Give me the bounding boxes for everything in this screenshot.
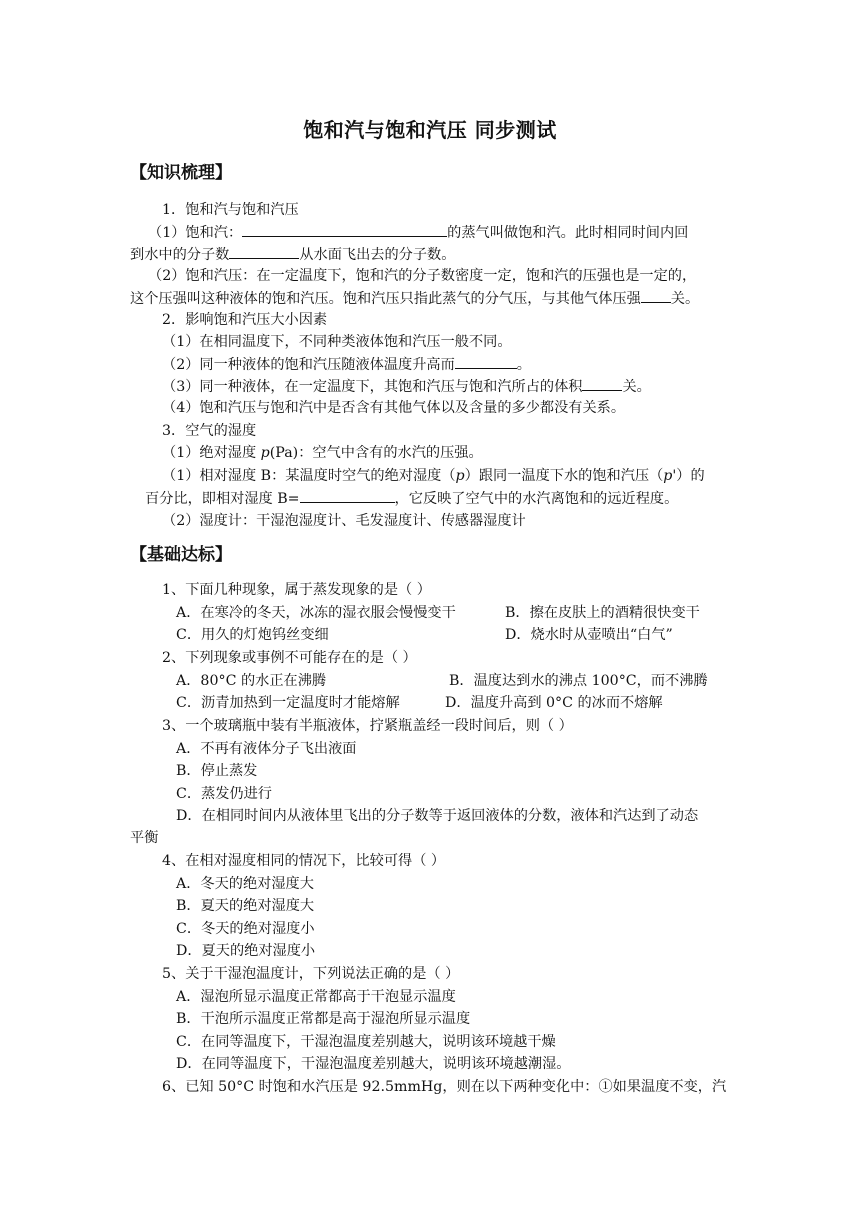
question-5-option-a: A．湿泡所显示温度正常都高于干泡显示温度 [176,989,456,1005]
knowledge-line [162,376,651,397]
question-1-option-c: C．用久的灯炮钨丝变细 [176,627,329,643]
text-segment: p' [663,468,677,484]
question-1-option-b: B．擦在皮肤上的酒精很快变干 [505,605,700,621]
question-6: 6、已知 50°C 时饱和水汽压是 92.5mmHg，则在以下两种变化中：①如果温度不变，汽 [162,1079,727,1095]
text-segment: (Pa)：空气中含有的水汽的压强。 [269,445,483,461]
text-segment: ）的 [676,468,705,484]
question-3-option-a: A．不再有液体分子飞出液面 [176,741,357,757]
knowledge-line: （2）饱和汽压：在一定温度下，饱和汽的分子数密度一定，饱和汽的压强也是一定的， [148,268,697,284]
text-segment: 。 [516,357,531,373]
text-segment: 百分比，即相对湿度 B= [145,491,300,507]
question-1-option-a: A．在寒冷的冬天，冰冻的湿衣服会慢慢变干 [176,605,456,621]
fill-blank [582,376,622,391]
text-segment: 这个压强叫这种液体的饱和汽压。饱和汽压只指此蒸气的分气压，与其他气体压强 [130,291,641,307]
question-3-option-c: C．蒸发仍进行 [176,786,272,802]
question-4-option-b: B．夏天的绝对湿度大 [176,898,315,914]
fill-blank [242,222,447,237]
question-4-option-d: D．夏天的绝对湿度小 [176,943,316,959]
text-segment: 关。 [622,379,651,395]
knowledge-line: （2）湿度计：干湿泡湿度计、毛发湿度计、传感器湿度计 [162,513,526,529]
text-segment: 的蒸气叫做饱和汽。此时相同时间内回 [447,225,689,241]
fill-blank [229,244,299,259]
section-heading-basic: 【基础达标】 [130,545,232,565]
question-5-option-c: C．在同等温度下，干湿泡温度差别越大，说明该环境越干燥 [176,1034,556,1050]
question-5: 5、关于干湿泡温度计，下列说法正确的是（ ） [162,966,460,982]
question-3-option-d: D．在相同时间内从液体里飞出的分子数等于返回液体的分数，液体和汽达到了动态 [176,808,699,824]
text-segment: ，它反映了空气中的水汽离饱和的远近程度。 [394,491,679,507]
text-segment: （1）相对湿度 B：某温度时空气的绝对湿度（ [162,468,456,484]
knowledge-line: （4）饱和汽压与饱和汽中是否含有其他气体以及含量的多少都没有关系。 [162,400,626,416]
fill-blank [641,288,671,303]
fill-blank [300,488,395,503]
question-2-option-b: B．温度达到水的沸点 100°C，而不沸腾 [449,673,708,689]
question-3-option-d-continued: 平衡 [130,830,159,846]
knowledge-line: 1．饱和汽与饱和汽压 [162,202,299,218]
text-segment: （1）饱和汽： [148,225,243,241]
knowledge-line [130,244,455,265]
text-segment: 从水面飞出去的分子数。 [299,247,456,263]
question-1-option-d: D．烧水时从壶喷出“白气” [505,627,673,643]
text-segment: （3）同一种液体，在一定温度下，其饱和汽压与饱和汽所占的体积 [162,379,583,395]
knowledge-line [130,288,699,309]
question-5-option-b: B．干泡所示温度正常都是高于湿泡所显示温度 [176,1011,471,1027]
knowledge-line [145,488,678,509]
knowledge-line [162,443,483,463]
knowledge-line: （1）在相同温度下，不同种类液体饱和汽压一般不同。 [162,334,512,350]
question-3: 3、一个玻璃瓶中装有半瓶液体，拧紧瓶盖经一段时间后，则（ ） [162,718,573,734]
text-segment: p [260,445,270,461]
fill-blank [455,354,517,369]
text-segment: （2）同一种液体的饱和汽压随液体温度升高而 [162,357,455,373]
section-heading-knowledge: 【知识梳理】 [130,163,232,183]
page-title: 饱和汽与饱和汽压 同步测试 [303,118,557,142]
question-2-option-c: C．沥青加热到一定温度时才能熔解 [176,695,400,711]
question-1: 1、下面几种现象，属于蒸发现象的是（ ） [162,582,431,598]
knowledge-line [162,354,531,375]
knowledge-line [162,466,705,486]
text-segment: 关。 [670,291,700,307]
question-2-option-a: A．80°C 的水正在沸腾 [176,673,327,689]
question-2: 2、下列现象或事例不可能存在的是（ ） [162,650,417,666]
question-4-option-c: C．冬天的绝对湿度小 [176,921,315,937]
text-segment: ）跟同一温度下水的饱和汽压（ [464,468,664,484]
knowledge-line: 3．空气的湿度 [162,423,257,439]
question-4-option-a: A．冬天的绝对湿度大 [176,876,314,892]
question-2-option-d: D．温度升高到 0°C 的冰而不熔解 [445,695,663,711]
text-segment: 到水中的分子数 [130,247,230,263]
text-segment: （1）绝对湿度 [162,445,261,461]
question-3-option-b: B．停止蒸发 [176,763,258,779]
knowledge-line: 2．影响饱和汽压大小因素 [162,312,328,328]
question-5-option-d: D．在同等温度下，干湿泡温度差别越大，说明该环境越潮湿。 [176,1056,571,1072]
knowledge-line [148,222,688,243]
question-4: 4、在相对湿度相同的情况下，比较可得（ ） [162,853,446,869]
text-segment: p [455,468,465,484]
